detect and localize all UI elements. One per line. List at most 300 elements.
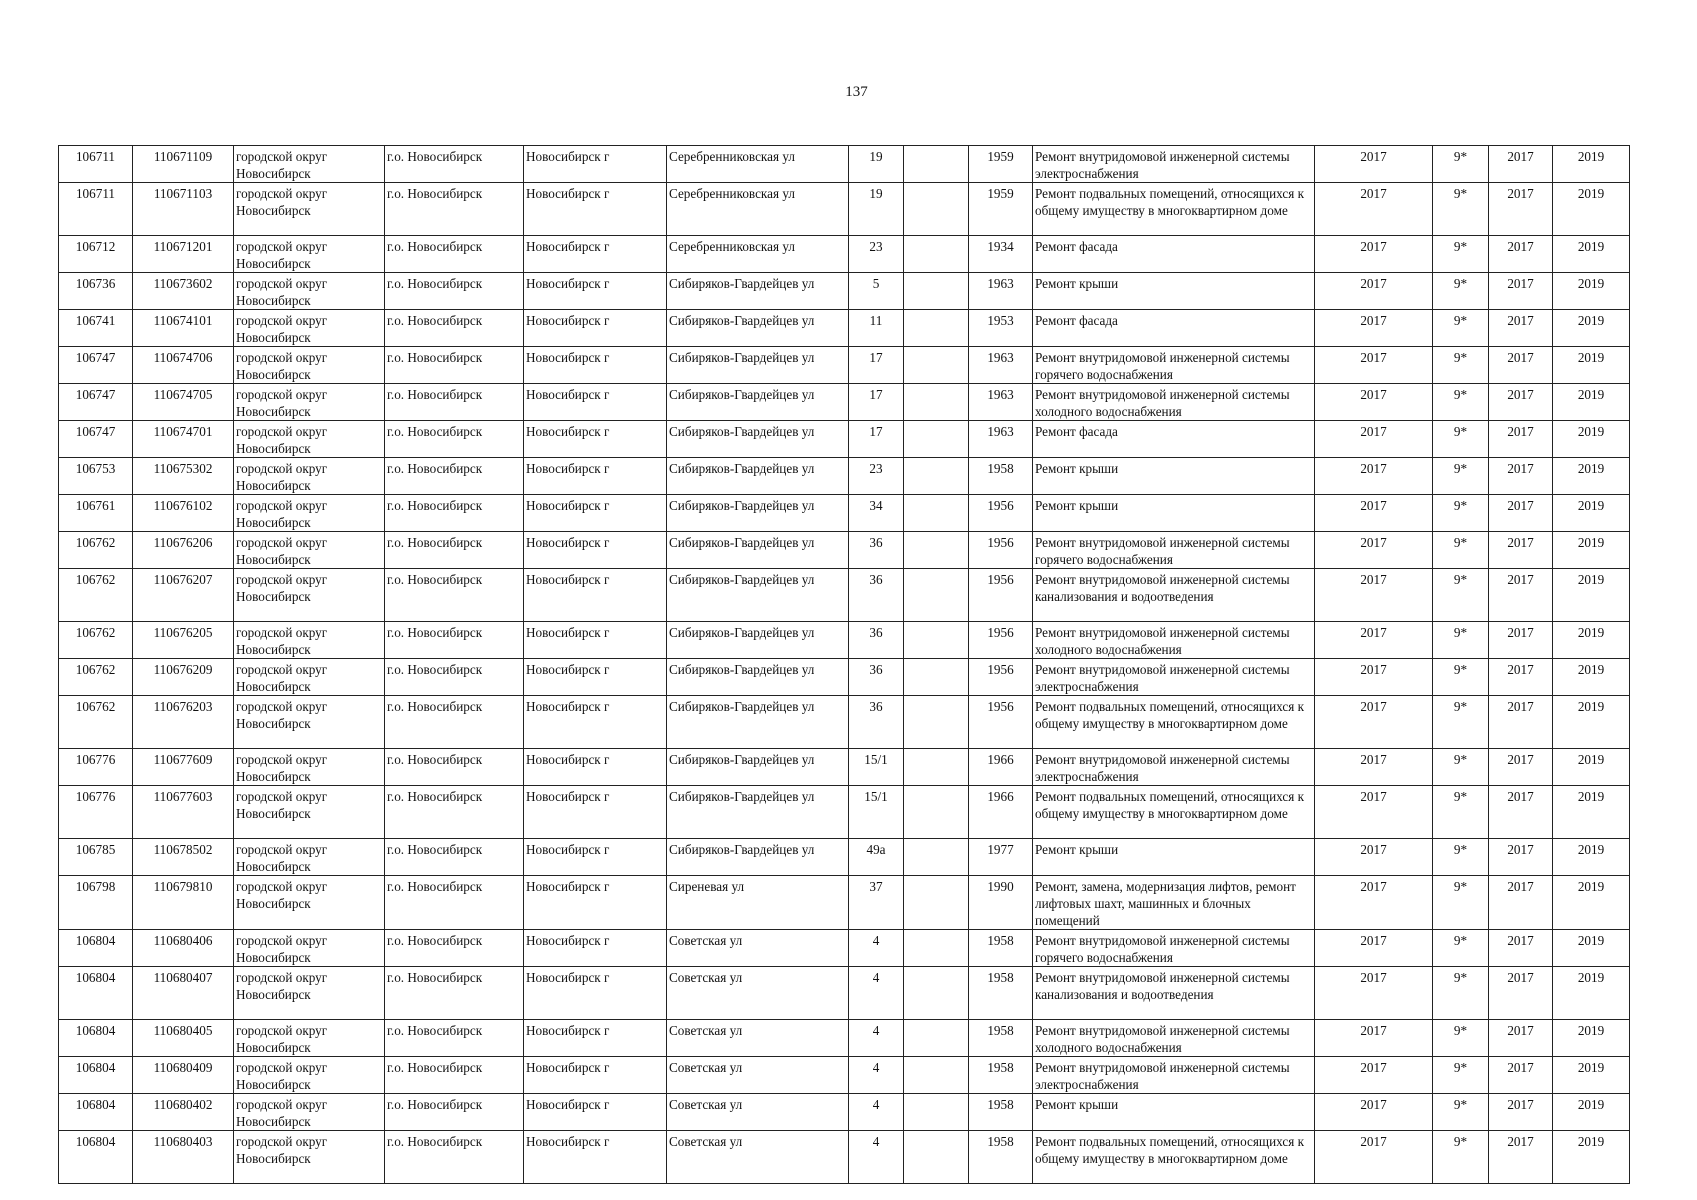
- cell-note: 9*: [1433, 622, 1489, 659]
- cell-work-type: Ремонт внутридомовой инженерной системы холодного водоснабжения: [1033, 622, 1315, 659]
- cell-end-year: 2019: [1553, 1131, 1630, 1184]
- cell-city: Новосибирск г: [524, 839, 667, 876]
- cell-street: Сибиряков-Гвардейцев ул: [667, 384, 849, 421]
- cell-build-year: 1966: [969, 786, 1033, 839]
- cell-house-number: 4: [849, 1057, 904, 1094]
- table-row: [59, 569, 1630, 622]
- cell-district: г.о. Новосибирск: [385, 1057, 524, 1094]
- cell-work-code: 110675302: [133, 458, 234, 495]
- table-row: [59, 839, 1630, 876]
- cell-house-number: 15/1: [849, 786, 904, 839]
- cell-municipality: городской округ Новосибирск: [234, 622, 385, 659]
- cell-house-id: 106762: [59, 532, 133, 569]
- cell-house-id: 106804: [59, 1094, 133, 1131]
- cell-work-code: 110676102: [133, 495, 234, 532]
- cell-end-year: 2019: [1553, 839, 1630, 876]
- cell-build-year: 1958: [969, 930, 1033, 967]
- cell-street: Сибиряков-Гвардейцев ул: [667, 659, 849, 696]
- cell-municipality: городской округ Новосибирск: [234, 532, 385, 569]
- cell-work-type: Ремонт подвальных помещений, относящихся к общему имуществу в многоквартирном доме: [1033, 786, 1315, 839]
- cell-end-year: 2019: [1553, 622, 1630, 659]
- cell-street: Сибиряков-Гвардейцев ул: [667, 495, 849, 532]
- cell-plan-year: 2017: [1315, 1131, 1433, 1184]
- cell-municipality: городской округ Новосибирск: [234, 236, 385, 273]
- cell-start-year: 2017: [1489, 347, 1553, 384]
- cell-work-code: 110680406: [133, 930, 234, 967]
- cell-work-code: 110676203: [133, 696, 234, 749]
- cell-building: [904, 183, 969, 236]
- cell-note: 9*: [1433, 876, 1489, 930]
- cell-building: [904, 273, 969, 310]
- table-row: [59, 786, 1630, 839]
- cell-work-type: Ремонт внутридомовой инженерной системы электроснабжения: [1033, 1057, 1315, 1094]
- cell-build-year: 1953: [969, 310, 1033, 347]
- cell-district: г.о. Новосибирск: [385, 183, 524, 236]
- cell-building: [904, 146, 969, 183]
- table-row: [59, 1094, 1630, 1131]
- cell-city: Новосибирск г: [524, 749, 667, 786]
- cell-house-id: 106798: [59, 876, 133, 930]
- cell-building: [904, 876, 969, 930]
- cell-building: [904, 967, 969, 1020]
- cell-work-code: 110674101: [133, 310, 234, 347]
- cell-house-number: 34: [849, 495, 904, 532]
- cell-work-code: 110676206: [133, 532, 234, 569]
- cell-end-year: 2019: [1553, 1057, 1630, 1094]
- cell-end-year: 2019: [1553, 146, 1630, 183]
- cell-end-year: 2019: [1553, 532, 1630, 569]
- cell-work-type: Ремонт подвальных помещений, относящихся к общему имуществу в многоквартирном доме: [1033, 1131, 1315, 1184]
- cell-district: г.о. Новосибирск: [385, 1131, 524, 1184]
- cell-build-year: 1956: [969, 659, 1033, 696]
- cell-work-code: 110679810: [133, 876, 234, 930]
- cell-build-year: 1958: [969, 1020, 1033, 1057]
- table-row: [59, 1020, 1630, 1057]
- cell-street: Серебренниковская ул: [667, 183, 849, 236]
- cell-start-year: 2017: [1489, 384, 1553, 421]
- cell-start-year: 2017: [1489, 876, 1553, 930]
- cell-street: Сибиряков-Гвардейцев ул: [667, 749, 849, 786]
- cell-district: г.о. Новосибирск: [385, 421, 524, 458]
- cell-district: г.о. Новосибирск: [385, 458, 524, 495]
- cell-street: Сиреневая ул: [667, 876, 849, 930]
- cell-note: 9*: [1433, 458, 1489, 495]
- cell-municipality: городской округ Новосибирск: [234, 1094, 385, 1131]
- cell-municipality: городской округ Новосибирск: [234, 273, 385, 310]
- cell-house-id: 106762: [59, 569, 133, 622]
- cell-house-id: 106741: [59, 310, 133, 347]
- cell-district: г.о. Новосибирск: [385, 384, 524, 421]
- cell-note: 9*: [1433, 347, 1489, 384]
- cell-house-number: 36: [849, 696, 904, 749]
- cell-municipality: городской округ Новосибирск: [234, 967, 385, 1020]
- cell-street: Сибиряков-Гвардейцев ул: [667, 569, 849, 622]
- cell-build-year: 1934: [969, 236, 1033, 273]
- cell-note: 9*: [1433, 967, 1489, 1020]
- cell-house-id: 106804: [59, 1020, 133, 1057]
- cell-plan-year: 2017: [1315, 458, 1433, 495]
- cell-note: 9*: [1433, 273, 1489, 310]
- cell-city: Новосибирск г: [524, 458, 667, 495]
- cell-municipality: городской округ Новосибирск: [234, 1057, 385, 1094]
- cell-street: Советская ул: [667, 1020, 849, 1057]
- cell-house-id: 106804: [59, 930, 133, 967]
- cell-municipality: городской округ Новосибирск: [234, 183, 385, 236]
- cell-district: г.о. Новосибирск: [385, 532, 524, 569]
- cell-district: г.о. Новосибирск: [385, 622, 524, 659]
- cell-note: 9*: [1433, 384, 1489, 421]
- cell-house-id: 106762: [59, 622, 133, 659]
- cell-street: Сибиряков-Гвардейцев ул: [667, 421, 849, 458]
- cell-municipality: городской округ Новосибирск: [234, 495, 385, 532]
- cell-house-id: 106804: [59, 1057, 133, 1094]
- cell-end-year: 2019: [1553, 458, 1630, 495]
- cell-plan-year: 2017: [1315, 876, 1433, 930]
- cell-municipality: городской округ Новосибирск: [234, 659, 385, 696]
- cell-end-year: 2019: [1553, 495, 1630, 532]
- cell-city: Новосибирск г: [524, 347, 667, 384]
- cell-work-type: Ремонт внутридомовой инженерной системы электроснабжения: [1033, 146, 1315, 183]
- cell-plan-year: 2017: [1315, 146, 1433, 183]
- cell-house-number: 4: [849, 930, 904, 967]
- cell-house-id: 106747: [59, 421, 133, 458]
- cell-municipality: городской округ Новосибирск: [234, 749, 385, 786]
- cell-note: 9*: [1433, 1094, 1489, 1131]
- table-row: [59, 183, 1630, 236]
- cell-building: [904, 1057, 969, 1094]
- cell-district: г.о. Новосибирск: [385, 696, 524, 749]
- cell-work-type: Ремонт внутридомовой инженерной системы холодного водоснабжения: [1033, 1020, 1315, 1057]
- cell-plan-year: 2017: [1315, 569, 1433, 622]
- cell-building: [904, 749, 969, 786]
- cell-district: г.о. Новосибирск: [385, 236, 524, 273]
- cell-plan-year: 2017: [1315, 622, 1433, 659]
- cell-end-year: 2019: [1553, 786, 1630, 839]
- cell-work-type: Ремонт внутридомовой инженерной системы холодного водоснабжения: [1033, 384, 1315, 421]
- cell-house-id: 106711: [59, 183, 133, 236]
- cell-house-id: 106736: [59, 273, 133, 310]
- cell-city: Новосибирск г: [524, 659, 667, 696]
- cell-note: 9*: [1433, 1020, 1489, 1057]
- cell-plan-year: 2017: [1315, 347, 1433, 384]
- cell-work-code: 110674701: [133, 421, 234, 458]
- cell-district: г.о. Новосибирск: [385, 495, 524, 532]
- cell-work-code: 110671201: [133, 236, 234, 273]
- cell-house-number: 17: [849, 384, 904, 421]
- cell-start-year: 2017: [1489, 236, 1553, 273]
- cell-house-number: 37: [849, 876, 904, 930]
- cell-house-id: 106804: [59, 967, 133, 1020]
- cell-district: г.о. Новосибирск: [385, 273, 524, 310]
- cell-city: Новосибирск г: [524, 1020, 667, 1057]
- cell-plan-year: 2017: [1315, 967, 1433, 1020]
- cell-city: Новосибирск г: [524, 876, 667, 930]
- cell-work-code: 110671103: [133, 183, 234, 236]
- cell-district: г.о. Новосибирск: [385, 310, 524, 347]
- cell-building: [904, 310, 969, 347]
- cell-house-number: 23: [849, 236, 904, 273]
- cell-house-number: 4: [849, 967, 904, 1020]
- cell-building: [904, 532, 969, 569]
- cell-build-year: 1958: [969, 967, 1033, 1020]
- cell-end-year: 2019: [1553, 876, 1630, 930]
- cell-note: 9*: [1433, 696, 1489, 749]
- cell-work-code: 110676205: [133, 622, 234, 659]
- table-row: [59, 421, 1630, 458]
- cell-district: г.о. Новосибирск: [385, 876, 524, 930]
- cell-note: 9*: [1433, 532, 1489, 569]
- cell-district: г.о. Новосибирск: [385, 786, 524, 839]
- table-row: [59, 495, 1630, 532]
- cell-plan-year: 2017: [1315, 749, 1433, 786]
- table-row: [59, 458, 1630, 495]
- table-row: [59, 876, 1630, 930]
- cell-end-year: 2019: [1553, 930, 1630, 967]
- cell-end-year: 2019: [1553, 421, 1630, 458]
- cell-building: [904, 659, 969, 696]
- cell-work-type: Ремонт внутридомовой инженерной системы горячего водоснабжения: [1033, 347, 1315, 384]
- cell-municipality: городской округ Новосибирск: [234, 146, 385, 183]
- cell-start-year: 2017: [1489, 183, 1553, 236]
- cell-start-year: 2017: [1489, 622, 1553, 659]
- cell-house-number: 17: [849, 421, 904, 458]
- cell-end-year: 2019: [1553, 569, 1630, 622]
- cell-house-number: 36: [849, 569, 904, 622]
- cell-work-code: 110673602: [133, 273, 234, 310]
- cell-house-number: 36: [849, 532, 904, 569]
- cell-house-number: 11: [849, 310, 904, 347]
- cell-plan-year: 2017: [1315, 930, 1433, 967]
- cell-building: [904, 236, 969, 273]
- cell-plan-year: 2017: [1315, 696, 1433, 749]
- cell-plan-year: 2017: [1315, 495, 1433, 532]
- cell-street: Сибиряков-Гвардейцев ул: [667, 696, 849, 749]
- cell-house-number: 23: [849, 458, 904, 495]
- cell-work-type: Ремонт, замена, модернизация лифтов, ремонт лифтовых шахт, машинных и блочных помещений: [1033, 876, 1315, 930]
- cell-work-type: Ремонт крыши: [1033, 458, 1315, 495]
- cell-house-id: 106761: [59, 495, 133, 532]
- cell-house-number: 19: [849, 183, 904, 236]
- cell-street: Серебренниковская ул: [667, 146, 849, 183]
- cell-street: Сибиряков-Гвардейцев ул: [667, 458, 849, 495]
- cell-end-year: 2019: [1553, 967, 1630, 1020]
- cell-city: Новосибирск г: [524, 1094, 667, 1131]
- cell-note: 9*: [1433, 786, 1489, 839]
- cell-note: 9*: [1433, 749, 1489, 786]
- cell-work-type: Ремонт фасада: [1033, 421, 1315, 458]
- cell-street: Сибиряков-Гвардейцев ул: [667, 347, 849, 384]
- cell-work-type: Ремонт фасада: [1033, 236, 1315, 273]
- cell-house-id: 106762: [59, 659, 133, 696]
- cell-city: Новосибирск г: [524, 1131, 667, 1184]
- cell-build-year: 1966: [969, 749, 1033, 786]
- cell-city: Новосибирск г: [524, 495, 667, 532]
- cell-city: Новосибирск г: [524, 622, 667, 659]
- cell-city: Новосибирск г: [524, 384, 667, 421]
- cell-start-year: 2017: [1489, 273, 1553, 310]
- cell-house-number: 4: [849, 1020, 904, 1057]
- cell-building: [904, 421, 969, 458]
- table-row: [59, 696, 1630, 749]
- cell-house-number: 19: [849, 146, 904, 183]
- cell-build-year: 1956: [969, 532, 1033, 569]
- cell-city: Новосибирск г: [524, 236, 667, 273]
- cell-end-year: 2019: [1553, 384, 1630, 421]
- cell-plan-year: 2017: [1315, 786, 1433, 839]
- repair-schedule-table: [58, 145, 1630, 1184]
- cell-house-id: 106785: [59, 839, 133, 876]
- cell-house-number: 49а: [849, 839, 904, 876]
- cell-municipality: городской округ Новосибирск: [234, 839, 385, 876]
- cell-note: 9*: [1433, 1131, 1489, 1184]
- cell-build-year: 1956: [969, 495, 1033, 532]
- cell-work-type: Ремонт фасада: [1033, 310, 1315, 347]
- cell-work-code: 110677609: [133, 749, 234, 786]
- cell-district: г.о. Новосибирск: [385, 930, 524, 967]
- cell-work-type: Ремонт крыши: [1033, 495, 1315, 532]
- cell-city: Новосибирск г: [524, 273, 667, 310]
- cell-street: Советская ул: [667, 1057, 849, 1094]
- cell-work-type: Ремонт крыши: [1033, 273, 1315, 310]
- cell-build-year: 1977: [969, 839, 1033, 876]
- cell-work-code: 110680409: [133, 1057, 234, 1094]
- table-row: [59, 967, 1630, 1020]
- cell-building: [904, 495, 969, 532]
- page-number: 137: [845, 84, 868, 100]
- cell-work-code: 110674706: [133, 347, 234, 384]
- cell-start-year: 2017: [1489, 569, 1553, 622]
- cell-house-number: 5: [849, 273, 904, 310]
- cell-city: Новосибирск г: [524, 569, 667, 622]
- cell-house-id: 106804: [59, 1131, 133, 1184]
- cell-start-year: 2017: [1489, 1057, 1553, 1094]
- cell-start-year: 2017: [1489, 146, 1553, 183]
- table-row: [59, 930, 1630, 967]
- cell-street: Советская ул: [667, 967, 849, 1020]
- cell-municipality: городской округ Новосибирск: [234, 876, 385, 930]
- cell-work-type: Ремонт внутридомовой инженерной системы электроснабжения: [1033, 659, 1315, 696]
- cell-house-number: 15/1: [849, 749, 904, 786]
- cell-end-year: 2019: [1553, 183, 1630, 236]
- cell-work-code: 110680402: [133, 1094, 234, 1131]
- cell-municipality: городской округ Новосибирск: [234, 930, 385, 967]
- cell-municipality: городской округ Новосибирск: [234, 458, 385, 495]
- cell-building: [904, 839, 969, 876]
- cell-work-type: Ремонт подвальных помещений, относящихся к общему имуществу в многоквартирном доме: [1033, 696, 1315, 749]
- cell-work-code: 110671109: [133, 146, 234, 183]
- cell-start-year: 2017: [1489, 930, 1553, 967]
- cell-building: [904, 569, 969, 622]
- table-row: [59, 273, 1630, 310]
- cell-end-year: 2019: [1553, 749, 1630, 786]
- cell-district: г.о. Новосибирск: [385, 1094, 524, 1131]
- cell-district: г.о. Новосибирск: [385, 967, 524, 1020]
- cell-municipality: городской округ Новосибирск: [234, 347, 385, 384]
- cell-end-year: 2019: [1553, 1094, 1630, 1131]
- cell-house-id: 106776: [59, 786, 133, 839]
- cell-work-code: 110677603: [133, 786, 234, 839]
- cell-house-id: 106711: [59, 146, 133, 183]
- cell-building: [904, 930, 969, 967]
- cell-start-year: 2017: [1489, 1020, 1553, 1057]
- cell-building: [904, 1131, 969, 1184]
- cell-end-year: 2019: [1553, 347, 1630, 384]
- cell-municipality: городской округ Новосибирск: [234, 1020, 385, 1057]
- cell-work-type: Ремонт внутридомовой инженерной системы горячего водоснабжения: [1033, 930, 1315, 967]
- cell-plan-year: 2017: [1315, 1094, 1433, 1131]
- cell-end-year: 2019: [1553, 236, 1630, 273]
- table-row: [59, 384, 1630, 421]
- cell-start-year: 2017: [1489, 839, 1553, 876]
- cell-work-type: Ремонт внутридомовой инженерной системы горячего водоснабжения: [1033, 532, 1315, 569]
- cell-start-year: 2017: [1489, 967, 1553, 1020]
- cell-start-year: 2017: [1489, 458, 1553, 495]
- cell-note: 9*: [1433, 146, 1489, 183]
- table-row: [59, 749, 1630, 786]
- cell-build-year: 1963: [969, 384, 1033, 421]
- cell-building: [904, 1094, 969, 1131]
- cell-start-year: 2017: [1489, 659, 1553, 696]
- cell-plan-year: 2017: [1315, 421, 1433, 458]
- cell-city: Новосибирск г: [524, 930, 667, 967]
- cell-note: 9*: [1433, 659, 1489, 696]
- cell-end-year: 2019: [1553, 1020, 1630, 1057]
- cell-plan-year: 2017: [1315, 659, 1433, 696]
- cell-build-year: 1963: [969, 421, 1033, 458]
- cell-municipality: городской округ Новосибирск: [234, 421, 385, 458]
- cell-house-id: 106762: [59, 696, 133, 749]
- cell-plan-year: 2017: [1315, 839, 1433, 876]
- cell-district: г.о. Новосибирск: [385, 1020, 524, 1057]
- cell-build-year: 1956: [969, 696, 1033, 749]
- table-row: [59, 146, 1630, 183]
- cell-start-year: 2017: [1489, 786, 1553, 839]
- cell-work-type: Ремонт крыши: [1033, 839, 1315, 876]
- cell-house-number: 36: [849, 659, 904, 696]
- cell-house-id: 106753: [59, 458, 133, 495]
- cell-start-year: 2017: [1489, 1131, 1553, 1184]
- cell-end-year: 2019: [1553, 273, 1630, 310]
- cell-work-code: 110680403: [133, 1131, 234, 1184]
- cell-house-id: 106747: [59, 347, 133, 384]
- cell-work-code: 110676207: [133, 569, 234, 622]
- cell-city: Новосибирск г: [524, 532, 667, 569]
- cell-start-year: 2017: [1489, 495, 1553, 532]
- cell-work-code: 110680407: [133, 967, 234, 1020]
- cell-plan-year: 2017: [1315, 384, 1433, 421]
- cell-district: г.о. Новосибирск: [385, 347, 524, 384]
- cell-work-code: 110678502: [133, 839, 234, 876]
- cell-street: Сибиряков-Гвардейцев ул: [667, 786, 849, 839]
- cell-building: [904, 786, 969, 839]
- cell-build-year: 1956: [969, 622, 1033, 659]
- cell-build-year: 1958: [969, 458, 1033, 495]
- table-row: [59, 532, 1630, 569]
- cell-street: Советская ул: [667, 1094, 849, 1131]
- cell-note: 9*: [1433, 183, 1489, 236]
- cell-build-year: 1990: [969, 876, 1033, 930]
- cell-start-year: 2017: [1489, 1094, 1553, 1131]
- cell-build-year: 1956: [969, 569, 1033, 622]
- cell-city: Новосибирск г: [524, 421, 667, 458]
- cell-end-year: 2019: [1553, 310, 1630, 347]
- cell-start-year: 2017: [1489, 749, 1553, 786]
- cell-district: г.о. Новосибирск: [385, 569, 524, 622]
- cell-city: Новосибирск г: [524, 967, 667, 1020]
- cell-district: г.о. Новосибирск: [385, 839, 524, 876]
- cell-note: 9*: [1433, 421, 1489, 458]
- cell-build-year: 1963: [969, 347, 1033, 384]
